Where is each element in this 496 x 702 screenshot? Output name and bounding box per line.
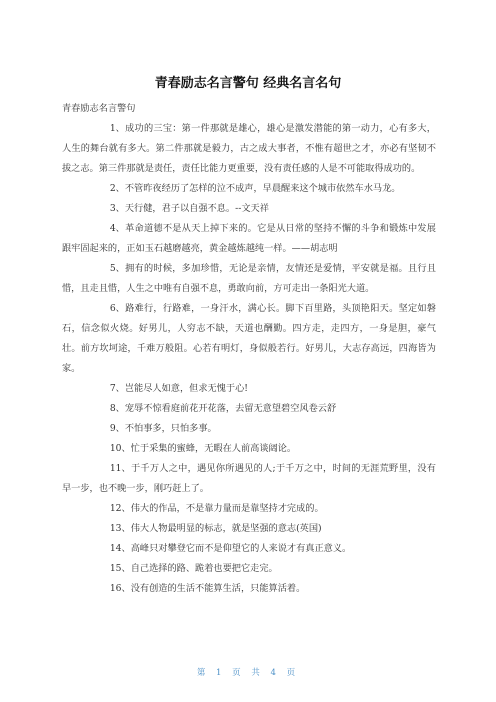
quote-text: 不管昨夜经历了怎样的泣不成声，早晨醒来这个城市依然车水马龙。 xyxy=(124,183,401,194)
quote-item xyxy=(62,119,436,179)
quote-text: 没有创造的生活不能算生活，只能算活着。 xyxy=(130,583,306,594)
quote-item xyxy=(62,499,436,519)
quote-number: 13、 xyxy=(109,523,131,534)
quote-text: 自己选择的路、跪着也要把它走完。 xyxy=(130,563,278,574)
document-title: 青春励志名言警句 经典名言名句 xyxy=(154,76,342,91)
quote-item xyxy=(62,559,436,579)
quote-text: 于千万人之中，遇见你所遇见的人;于千万之中，时间的无涯荒野里，没有早一步，也不晚一步，刚巧赶上了。 xyxy=(62,463,436,494)
quote-item xyxy=(62,439,436,459)
quote-text: 路难行，行路难，一身汗水，满心长。脚下百里路，头顶艳阳天。坚定如磐石，信念似火烧。好男儿，人穷志不缺，天道也酬勤。四方走，走四方，一身是胆，豪气壮。前方坎坷途，千难万般阻。心若有明灯，身似般若行。好男儿，大志存高远，四海皆为家。 xyxy=(62,303,436,374)
quote-text: 革命道德不是从天上掉下来的。它是从日常的坚持不懈的斗争和锻炼中发展跟牢固起来的，正如玉石越磨越亮，黄金越炼越纯一样。——胡志明 xyxy=(62,223,436,254)
quote-text: 不怕事多，只怕多事。 xyxy=(124,423,217,434)
quote-text: 天行健，君子以自强不息。--文天祥 xyxy=(124,203,269,214)
quote-item xyxy=(62,539,436,559)
quote-number: 10、 xyxy=(109,443,131,454)
quote-number: 7、 xyxy=(109,383,125,394)
quote-number: 2、 xyxy=(109,183,125,194)
quote-text: 忙于采集的蜜蜂，无暇在人前高谈阔论。 xyxy=(130,443,297,454)
quote-number: 16、 xyxy=(109,583,131,594)
quote-list xyxy=(62,119,436,599)
quote-item xyxy=(62,519,436,539)
quote-number: 1、 xyxy=(109,123,125,134)
quote-text: 拥有的时候，多加珍惜，无论是亲情，友情还是爱情，平安就是福。且行且惜，且走且惜，人生之中唯有自强不息，勇敢向前，方可走出一条阳光大道。 xyxy=(62,263,436,294)
quote-item xyxy=(62,379,436,399)
quote-number: 14、 xyxy=(109,543,131,554)
document-subtitle: 青春励志名言警句 xyxy=(62,103,136,114)
quote-number: 9、 xyxy=(109,423,125,434)
document-body xyxy=(62,99,436,599)
quote-item xyxy=(62,219,436,259)
quote-item xyxy=(62,299,436,379)
quote-number: 12、 xyxy=(109,503,131,514)
quote-item xyxy=(62,419,436,439)
quote-item xyxy=(62,579,436,599)
quote-text: 岂能尽人如意，但求无愧于心! xyxy=(124,383,248,394)
quote-item xyxy=(62,259,436,299)
quote-item xyxy=(62,399,436,419)
page-footer: 第 1 页 共 4 页 xyxy=(196,668,300,678)
quote-number: 3、 xyxy=(109,203,125,214)
quote-item xyxy=(62,179,436,199)
quote-number: 6、 xyxy=(109,303,125,314)
quote-number: 8、 xyxy=(109,403,125,414)
quote-item xyxy=(62,459,436,499)
quote-text: 伟大的作品，不是靠力量而是靠坚持才完成的。 xyxy=(130,503,324,514)
quote-number: 5、 xyxy=(109,263,125,274)
quote-number: 4、 xyxy=(109,223,125,234)
quote-text: 伟大人物最明显的标志，就是坚强的意志(英国) xyxy=(130,523,322,534)
quote-number: 11、 xyxy=(109,463,131,474)
quote-item xyxy=(62,199,436,219)
quote-text: 成功的三宝：第一件那就是雄心，雄心是激发潜能的第一动力，心有多大，人生的舞台就有多大。第二件那就是毅力，古之成大事者，不惟有超世之才，亦必有坚韧不拔之志。第三件那就是责任，责任比能力更重要，没有责任感的人是不可能取得成功的。 xyxy=(62,123,436,174)
quote-number: 15、 xyxy=(109,563,131,574)
quote-text: 宠辱不惊看庭前花开花落，去留无意望碧空风卷云舒 xyxy=(124,403,337,414)
quote-text: 高峰只对攀登它而不是仰望它的人来说才有真正意义。 xyxy=(130,543,352,554)
